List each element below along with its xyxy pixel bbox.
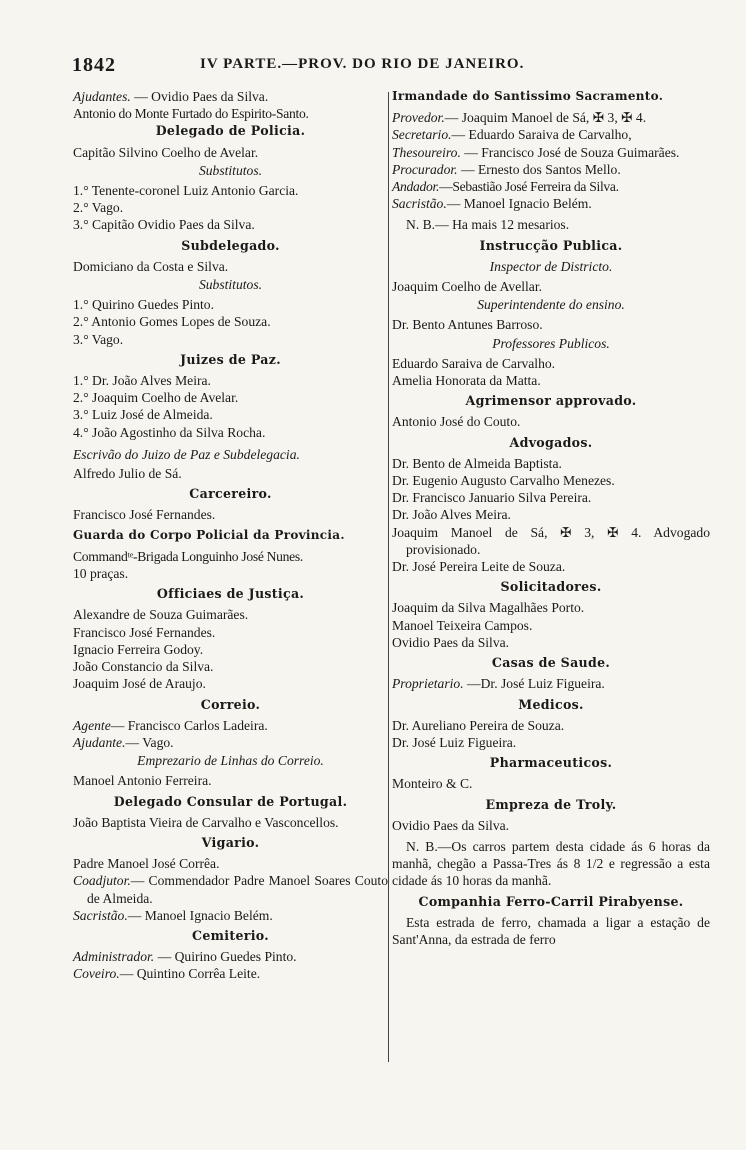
list-item: 3.° Capitão Ovidio Paes da Silva. [73, 217, 255, 233]
left-column [73, 88, 388, 983]
subheading: Inspector de Districto. [489, 258, 613, 274]
text-line: Antonio José do Couto. [392, 414, 521, 430]
section-heading: Juizes de Paz. [180, 351, 281, 367]
text-line: 10 praças. [73, 566, 129, 582]
list-item: Joaquim da Silva Magalhães Porto. [392, 600, 585, 616]
column-divider [388, 92, 389, 1062]
right-column [392, 88, 710, 948]
text-line [73, 88, 388, 105]
section-heading: Delegado de Policia. [155, 123, 306, 139]
list-item: 4.° João Agostinho da Silva Rocha. [73, 424, 266, 440]
page-header [70, 50, 710, 80]
list-item: Manoel Teixeira Campos. [392, 617, 533, 633]
entry-text: —Dr. José Luiz Figueira. [463, 676, 605, 692]
role-label: Procurador. [392, 161, 458, 177]
list-item: Amelia Honorata da Matta. [392, 373, 541, 389]
entry-text: —Sebastião José Ferreira da Silva. [439, 179, 619, 195]
section-heading: Vigario. [201, 834, 260, 850]
list-item: Dr. Bento de Almeida Baptista. [392, 455, 562, 471]
entry-text: — Vago. [125, 734, 174, 750]
subheading: Escrivão do Juizo de Paz e Subdelegacia. [73, 446, 300, 462]
section-heading: Cemiterio. [192, 927, 269, 943]
list-item: João Constancio da Silva. [73, 659, 214, 675]
subheading: Superintendente do ensino. [477, 297, 625, 313]
text-line: João Baptista Vieira de Carvalho e Vasconcellos. [73, 814, 339, 830]
role-label: Proprietario. [392, 676, 464, 692]
section-heading: Pharmaceuticos. [489, 755, 613, 771]
text-line: Commandᵗᵉ-Brigada Longuinho José Nunes. [73, 548, 303, 564]
section-heading: Empreza de Troly. [485, 796, 617, 812]
entry-text: — Joaquim Manoel de Sá, ✠ 3, ✠ 4. [444, 110, 647, 126]
text-line [392, 109, 710, 126]
nota-bene: N. B.—Os carros partem desta cidade ás 6 horas da manhã, chegão a Passa-Tres ás 8 1/2 e regressão a esta cidade ás 10 horas da manhã. [392, 838, 710, 889]
role-label: Sacristão. [73, 907, 128, 923]
role-label: Agente [73, 717, 111, 733]
text-line [392, 144, 710, 161]
page-number: 1842 [72, 54, 116, 76]
entry-text: — Francisco Carlos Ladeira. [110, 717, 268, 733]
section-heading: Officiaes de Justiça. [156, 586, 305, 602]
section-heading: Guarda do Corpo Policial da Provincia. [73, 527, 345, 542]
list-item: 2.° Antonio Gomes Lopes de Souza. [73, 314, 271, 330]
section-heading: Carcereiro. [189, 486, 272, 502]
text-line [73, 907, 388, 924]
list-item: 2.° Vago. [73, 200, 124, 216]
running-title: IV PARTE.—PROV. DO RIO DE JANEIRO. [200, 56, 525, 72]
section-heading: Solicitadores. [500, 579, 602, 595]
list-item: Ignacio Ferreira Godoy. [73, 641, 204, 657]
text-line: Alfredo Julio de Sá. [73, 466, 182, 482]
list-item: Dr. Aureliano Pereira de Souza. [392, 717, 565, 733]
role-label: Thesoureiro. [392, 144, 461, 160]
section-heading: Irmandade do Santissimo Sacramento. [392, 89, 664, 103]
section-heading: Agrimensor approvado. [465, 393, 637, 409]
list-item: Joaquim Manoel de Sá, ✠ 3, ✠ 4. Advogado provisionado. [392, 524, 710, 557]
subheading: Professores Publicos. [492, 335, 610, 351]
entry-text: — Eduardo Saraiva de Carvalho, [451, 127, 632, 143]
section-heading: Medicos. [518, 696, 584, 712]
text-line [73, 965, 388, 982]
list-item: Joaquim José de Araujo. [73, 676, 206, 692]
text-line [392, 161, 710, 178]
list-item: Dr. Francisco Januario Silva Pereira. [392, 490, 592, 506]
list-item: 3.° Vago. [73, 331, 124, 347]
role-label: Coveiro. [73, 966, 120, 982]
list-item: Dr. João Alves Meira. [392, 507, 511, 523]
list-item: 1.° Quirino Guedes Pinto. [73, 297, 214, 313]
list-item: 3.° Luiz José de Almeida. [73, 407, 213, 423]
entry-text: — Quintino Corrêa Leite. [119, 966, 261, 982]
entry-text: — Manoel Ignacio Belém. [127, 907, 273, 923]
section-heading: Companhia Ferro-Carril Pirabyense. [418, 893, 684, 909]
paragraph: Esta estrada de ferro, chamada a ligar a estação de Sant'Anna, da estrada de ferro [392, 914, 710, 947]
text-line [73, 734, 388, 751]
text-line [392, 675, 710, 692]
text-line: Francisco José Fernandes. [73, 507, 216, 523]
list-item: Eduardo Saraiva de Carvalho. [392, 355, 556, 371]
text-line: Ovidio Paes da Silva. [392, 817, 510, 833]
text-line [73, 948, 388, 965]
role-label: Secretario. [392, 127, 452, 143]
text-line: Capitão Silvino Coelho de Avelar. [73, 144, 259, 160]
text-line: Joaquim Coelho de Avellar. [392, 279, 543, 295]
section-heading: Subdelegado. [181, 237, 280, 253]
text-line: Antonio do Monte Furtado do Espirito-Santo. [73, 106, 309, 122]
list-item: 1.° Dr. João Alves Meira. [73, 373, 211, 389]
text-line: Manoel Antonio Ferreira. [73, 773, 212, 789]
section-heading: Delegado Consular de Portugal. [113, 793, 348, 809]
text-line: Monteiro & C. [392, 776, 473, 792]
role-label: Administrador. [73, 949, 155, 965]
text-line [392, 178, 710, 195]
list-item: Ovidio Paes da Silva. [392, 634, 510, 650]
subheading: Emprezario de Linhas do Correio. [137, 753, 324, 769]
section-heading: Instrucção Publica. [479, 237, 623, 253]
text-line: Domiciano da Costa e Silva. [73, 258, 229, 274]
role-label: Coadjutor. [73, 873, 131, 889]
text-line: Dr. Bento Antunes Barroso. [392, 317, 543, 333]
section-heading: Correio. [200, 696, 261, 712]
entry-text: — Quirino Guedes Pinto. [154, 949, 297, 965]
role-label: Provedor. [392, 110, 445, 126]
list-item: 2.° Joaquim Coelho de Avelar. [73, 390, 239, 406]
text-line [73, 872, 388, 906]
subheading: Substitutos. [198, 277, 263, 293]
list-item: 1.° Tenente-coronel Luiz Antonio Garcia. [73, 183, 299, 199]
role-label: Sacristão. [392, 196, 447, 212]
section-heading: Advogados. [509, 434, 593, 450]
list-item: Dr. José Luiz Figueira. [392, 734, 517, 750]
subheading: Substitutos. [198, 162, 263, 178]
role-label: Ajudantes. [73, 89, 131, 104]
entry-text: — Ovidio Paes da Silva. [134, 89, 269, 104]
nota-bene: N. B.— Ha mais 12 mesarios. [406, 217, 570, 233]
text-line [73, 717, 388, 734]
role-label: Ajudante. [73, 734, 126, 750]
text-line [392, 195, 710, 212]
list-item: Dr. Eugenio Augusto Carvalho Menezes. [392, 473, 615, 489]
entry-text: — Ernesto dos Santos Mello. [457, 161, 621, 177]
text-line: Padre Manoel José Corrêa. [73, 856, 220, 872]
role-label: Andador. [392, 179, 440, 195]
section-heading: Casas de Saude. [491, 655, 611, 671]
entry-text: — Francisco José de Souza Guimarães. [460, 144, 680, 160]
list-item: Dr. José Pereira Leite de Souza. [392, 559, 566, 575]
list-item: Alexandre de Souza Guimarães. [73, 607, 249, 623]
text-line [392, 126, 710, 143]
list-item: Francisco José Fernandes. [73, 624, 216, 640]
entry-text: — Manoel Ignacio Belém. [446, 196, 592, 212]
entry-text: — Commendador Padre Manoel Soares Couto de Almeida. [87, 873, 388, 906]
